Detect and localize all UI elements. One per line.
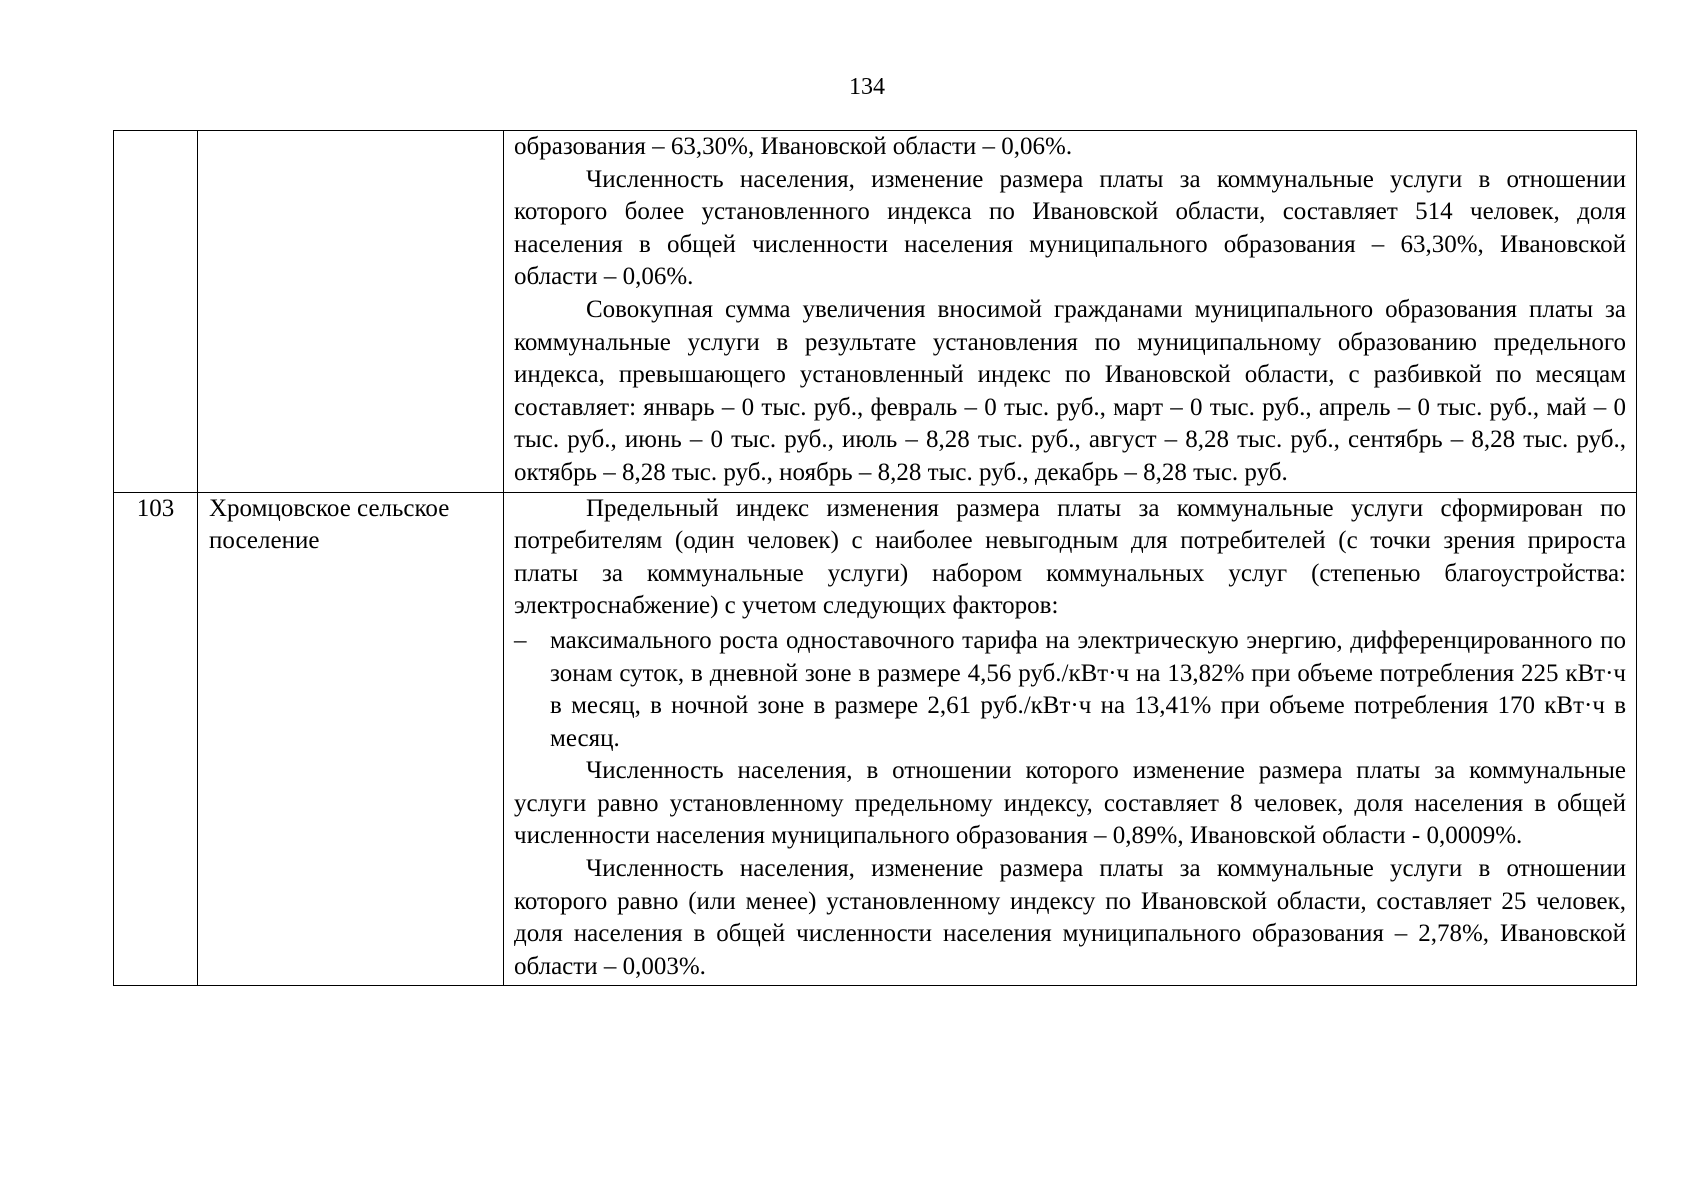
description-cell: [504, 492, 1637, 986]
municipality-name-cell: Хромцовское сельское поселение: [198, 492, 504, 986]
dash-bullet-icon: –: [514, 626, 527, 654]
row-number-cell: [114, 131, 198, 493]
continued-paragraph: образования – 63,30%, Ивановской области – 0,06%.: [514, 133, 1073, 160]
tariff-bullet-item: [514, 625, 1626, 755]
population-less-index-paragraph: Численность населения, изменение размера платы за коммунальные услуги в отношении которого равно (или менее) установленному индексу по Ивановской области, составляет 25 человек, доля населения в общей численности населения муниципального образования – 2,78%, Ивановской области – 0,003%.: [514, 855, 1626, 980]
table-row-103: [114, 492, 1637, 986]
monthly-increase-paragraph: Совокупная сумма увеличения вносимой гражданами муниципального образования платы за коммунальные услуги в результате установления по муниципальному образованию предельного индекса, превышающего установленный индекс по Ивановской области, с разбивкой по месяцам составляет: январь – 0 тыс. руб., февраль – 0 тыс. руб., март – 0 тыс. руб., апрель – 0 тыс. руб., май – 0 тыс. руб., июнь – 0 тыс. руб., июль – 8,28 тыс. руб., август – 8,28 тыс. руб., сентябрь – 8,28 тыс. руб., октябрь – 8,28 тыс. руб., ноябрь – 8,28 тыс. руб., декабрь – 8,28 тыс. руб.: [514, 295, 1626, 486]
page-number: 134: [849, 74, 885, 100]
population-above-index-paragraph: Численность населения, изменение размера платы за коммунальные услуги в отношении которого более установленного индекса по Ивановской области, составляет 514 человек, доля населения в общей численности населения муниципального образования – 63,30%, Ивановской области – 0,06%.: [514, 165, 1626, 291]
municipality-name-cell: [198, 131, 504, 493]
population-equal-index-paragraph: Численность населения, в отношении которого изменение размера платы за коммунальные услуги равно установленному предельному индексу, составляет 8 человек, доля населения в общей численности населения муниципального образования – 0,89%, Ивановской области - 0,0009%.: [514, 757, 1626, 850]
municipal-index-table: [113, 130, 1637, 986]
index-intro-paragraph: Предельный индекс изменения размера платы за коммунальные услуги сформирован по потребителям (один человек) с наиболее невыгодным для потребителей (с точки зрения прироста платы за коммунальные услуги) набором коммунальных услуг (степенью благоустройства: электроснабжение) с учетом следующих факторов:: [514, 494, 1626, 620]
description-cell: [504, 131, 1637, 493]
table-row-continued: [114, 131, 1637, 493]
row-number-cell: 103: [114, 492, 198, 986]
tariff-bullet-text: максимального роста одноставочного тарифа на электрическую энергию, дифференцированного по зонам суток, в дневной зоне в размере 4,56 руб./кВт·ч на 13,82% при объеме потребления 225 кВт·ч в месяц, в ночной зоне в размере 2,61 руб./кВт·ч на 13,41% при объеме потребления 170 кВт·ч в месяц.: [550, 626, 1626, 752]
